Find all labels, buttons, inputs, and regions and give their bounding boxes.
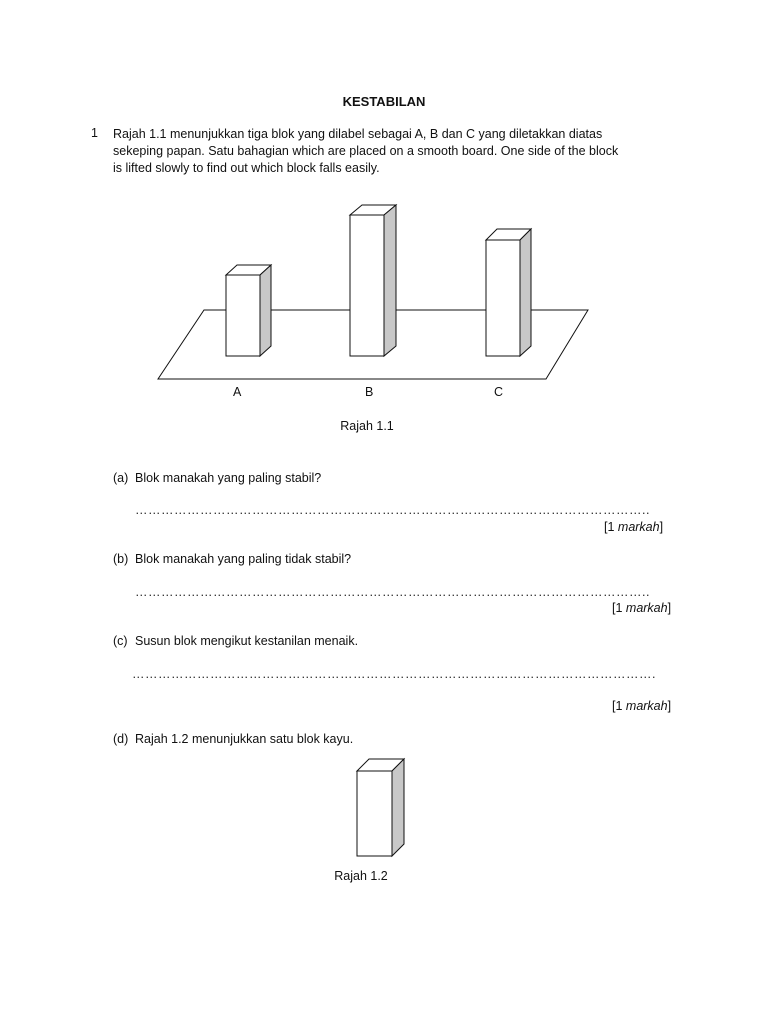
question-a-text: Blok manakah yang paling stabil? bbox=[135, 471, 322, 485]
marks-a-word: markah bbox=[617, 520, 660, 534]
marks-b-word: markah bbox=[625, 601, 668, 615]
marks-a-prefix: [1 bbox=[604, 520, 618, 534]
question-c-label: (c) bbox=[113, 634, 128, 648]
block-c bbox=[486, 229, 531, 356]
marks-b-prefix: [1 bbox=[612, 601, 626, 615]
marks-c-word: markah bbox=[625, 699, 668, 713]
marks-b-suffix: ] bbox=[667, 601, 672, 615]
intro-line-2: sekeping papan. Satu bahagian which are placed on a smooth board. One side of the block bbox=[113, 144, 619, 158]
figure-caption-1-2: Rajah 1.2 bbox=[334, 869, 388, 883]
marks-c-suffix: ] bbox=[667, 699, 672, 713]
answer-line-c: …………………………………………………………………………………………………………. bbox=[132, 667, 656, 681]
block-label-c: C bbox=[494, 385, 504, 399]
page-title: KESTABILAN bbox=[342, 94, 426, 109]
question-number: 1 bbox=[91, 126, 98, 140]
block-rajah-1-2 bbox=[357, 759, 404, 856]
question-d-label: (d) bbox=[113, 732, 129, 746]
marks-a-suffix: ] bbox=[659, 520, 664, 534]
question-b-text: Blok manakah yang paling tidak stabil? bbox=[135, 552, 352, 566]
question-c-text: Susun blok mengikut kestanilan menaik. bbox=[135, 634, 359, 648]
marks-b bbox=[612, 601, 671, 615]
question-a-label: (a) bbox=[113, 471, 129, 485]
question-d-text: Rajah 1.2 menunjukkan satu blok kayu. bbox=[135, 732, 354, 746]
block-b bbox=[350, 205, 396, 356]
intro-line-1: Rajah 1.1 menunjukkan tiga blok yang dilabel sebagai A, B dan C yang diletakkan diatas bbox=[113, 127, 603, 141]
block-a bbox=[226, 265, 271, 356]
marks-c-prefix: [1 bbox=[612, 699, 626, 713]
marks-c bbox=[612, 699, 671, 713]
marks-a bbox=[604, 520, 663, 534]
answer-line-b: ……………………………………………………………………………………………………….. bbox=[135, 585, 650, 599]
intro-line-3: is lifted slowly to find out which block falls easily. bbox=[113, 161, 380, 175]
block-label-b: B bbox=[365, 385, 374, 399]
question-b-label: (b) bbox=[113, 552, 129, 566]
figure-caption-1-1: Rajah 1.1 bbox=[340, 419, 394, 433]
answer-line-a: ……………………………………………………………………………………………………….. bbox=[135, 503, 650, 517]
block-label-a: A bbox=[233, 385, 242, 399]
